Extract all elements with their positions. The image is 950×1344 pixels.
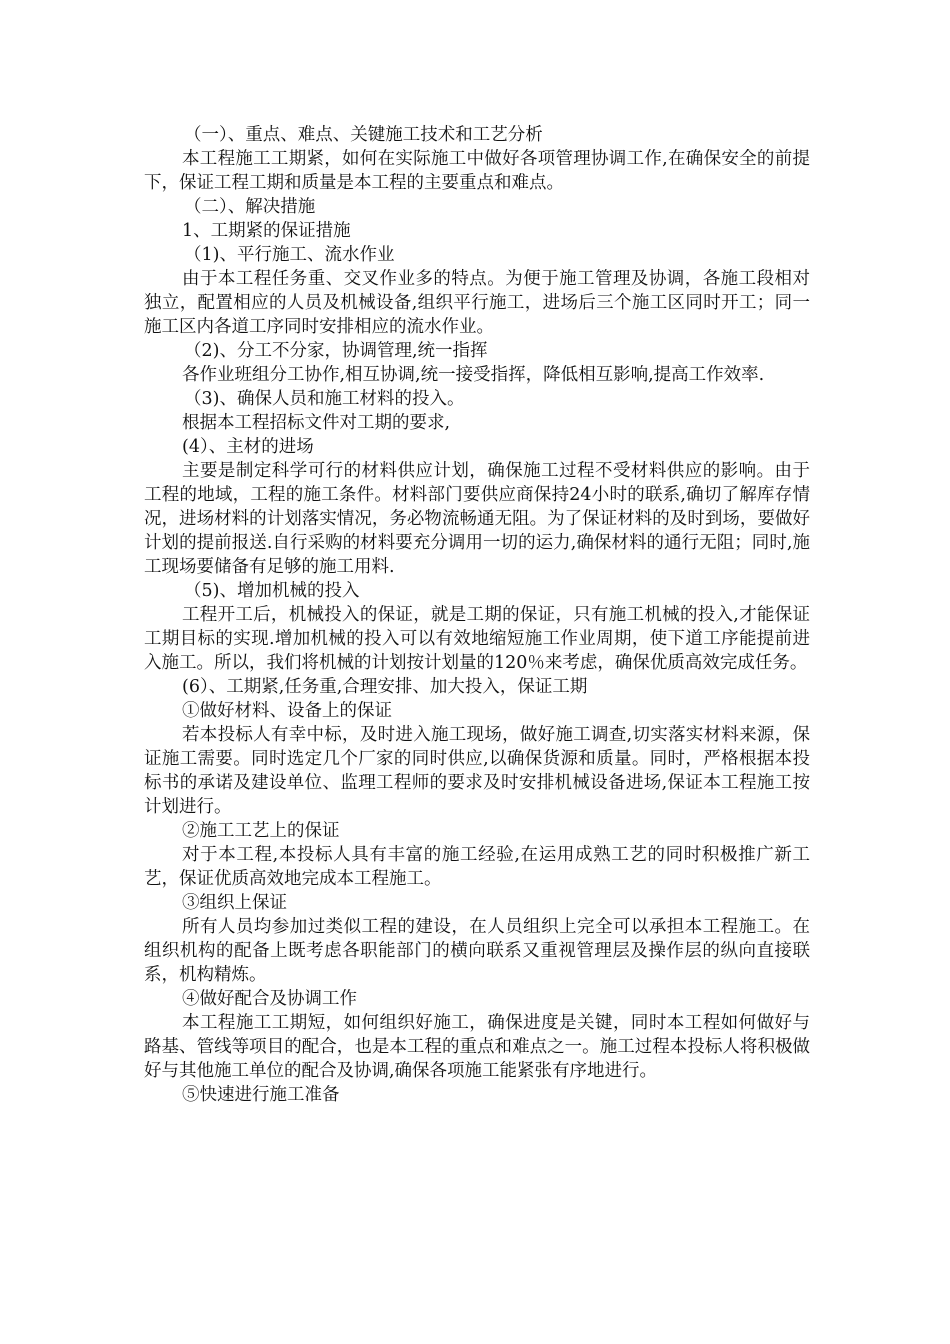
paragraph: 工程开工后，机械投入的保证，就是工期的保证，只有施工机械的投入,才能保证工期目标的实现.增加机械的投入可以有效地缩短施工作业周期，使下道工序能提前进入施工。所以，我们将机械的计划按计划量的120％来考虑，确保优质高效完成任务。 (144, 605, 810, 673)
subheading-schedule-measures: 1、工期紧的保证措施 (182, 221, 351, 241)
subheading-process: ②施工工艺上的保证 (182, 821, 340, 841)
paragraph: 若本投标人有幸中标，及时进入施工现场，做好施工调查,切实落实材料来源，保证施工需要。同时选定几个厂家的同时供应,以确保货源和质量。同时，严格根据本投标书的承诺及建设单位、监理工程师的要求及时安排机械设备进场,保证本工程施工按计划进行。 (144, 725, 810, 817)
subheading-cooperation: ④做好配合及协调工作 (182, 989, 357, 1009)
section-heading-solutions: （二）、解决措施 (184, 197, 316, 217)
section-heading-key-points: （一）、重点、难点、关键施工技术和工艺分析 (184, 125, 543, 145)
subheading-organization: ③组织上保证 (182, 893, 287, 913)
paragraph: 对于本工程,本投标人具有丰富的施工经验,在运用成熟工艺的同时积极推广新工艺，保证优质高效地完成本工程施工。 (144, 845, 810, 889)
subheading-preparation: ⑤快速进行施工准备 (182, 1085, 340, 1105)
paragraph: 各作业班组分工协作,相互协调,统一接受指挥，降低相互影响,提高工作效率. (182, 365, 765, 385)
paragraph: 所有人员均参加过类似工程的建设，在人员组织上完全可以承担本工程施工。在组织机构的配备上既考虑各职能部门的横向联系又重视管理层及操作层的纵向直接联系，机构精炼。 (144, 917, 810, 985)
paragraph: 由于本工程任务重、交叉作业多的特点。为便于施工管理及协调，各施工段相对独立，配置相应的人员及机械设备,组织平行施工，进场后三个施工区同时开工；同一施工区内各道工序同时安排相应的流水作业。 (144, 269, 810, 337)
subheading-coordination: （2)、分工不分家，协调管理,统一指挥 (184, 341, 488, 361)
paragraph: 本工程施工工期紧，如何在实际施工中做好各项管理协调工作,在确保安全的前提下，保证工程工期和质量是本工程的主要重点和难点。 (144, 149, 810, 193)
subheading-materials-equipment: ①做好材料、设备上的保证 (182, 701, 392, 721)
paragraph: 本工程施工工期短，如何组织好施工，确保进度是关键，同时本工程如何做好与路基、管线等项目的配合，也是本工程的重点和难点之一。施工过程本投标人将积极做好与其他施工单位的配合及协调,确保各项施工能紧张有序地进行。 (144, 1013, 810, 1081)
subheading-main-materials: (4）、主材的进场 (182, 437, 314, 457)
subheading-tight-schedule: (6）、工期紧,任务重,合理安排、加大投入，保证工期 (182, 677, 588, 697)
paragraph: 主要是制定科学可行的材料供应计划，确保施工过程不受材料供应的影响。由于工程的地域，工程的施工条件。材料部门要供应商保持24小时的联系,确切了解库存情况，进场材料的计划落实情况，务必物流畅通无阻。为了保证材料的及时到场，要做好计划的提前报送.自行采购的材料要充分调用一切的运力,确保材料的通行无阻；同时,施工现场要储备有足够的施工用料. (144, 461, 810, 577)
subheading-personnel-materials: （3)、确保人员和施工材料的投入。 (184, 389, 465, 409)
subheading-parallel-construction: （1)、平行施工、流水作业 (184, 245, 395, 265)
subheading-machinery: （5)、增加机械的投入 (184, 581, 360, 601)
paragraph: 根据本工程招标文件对工期的要求, (182, 413, 451, 433)
document-body (144, 123, 810, 1107)
